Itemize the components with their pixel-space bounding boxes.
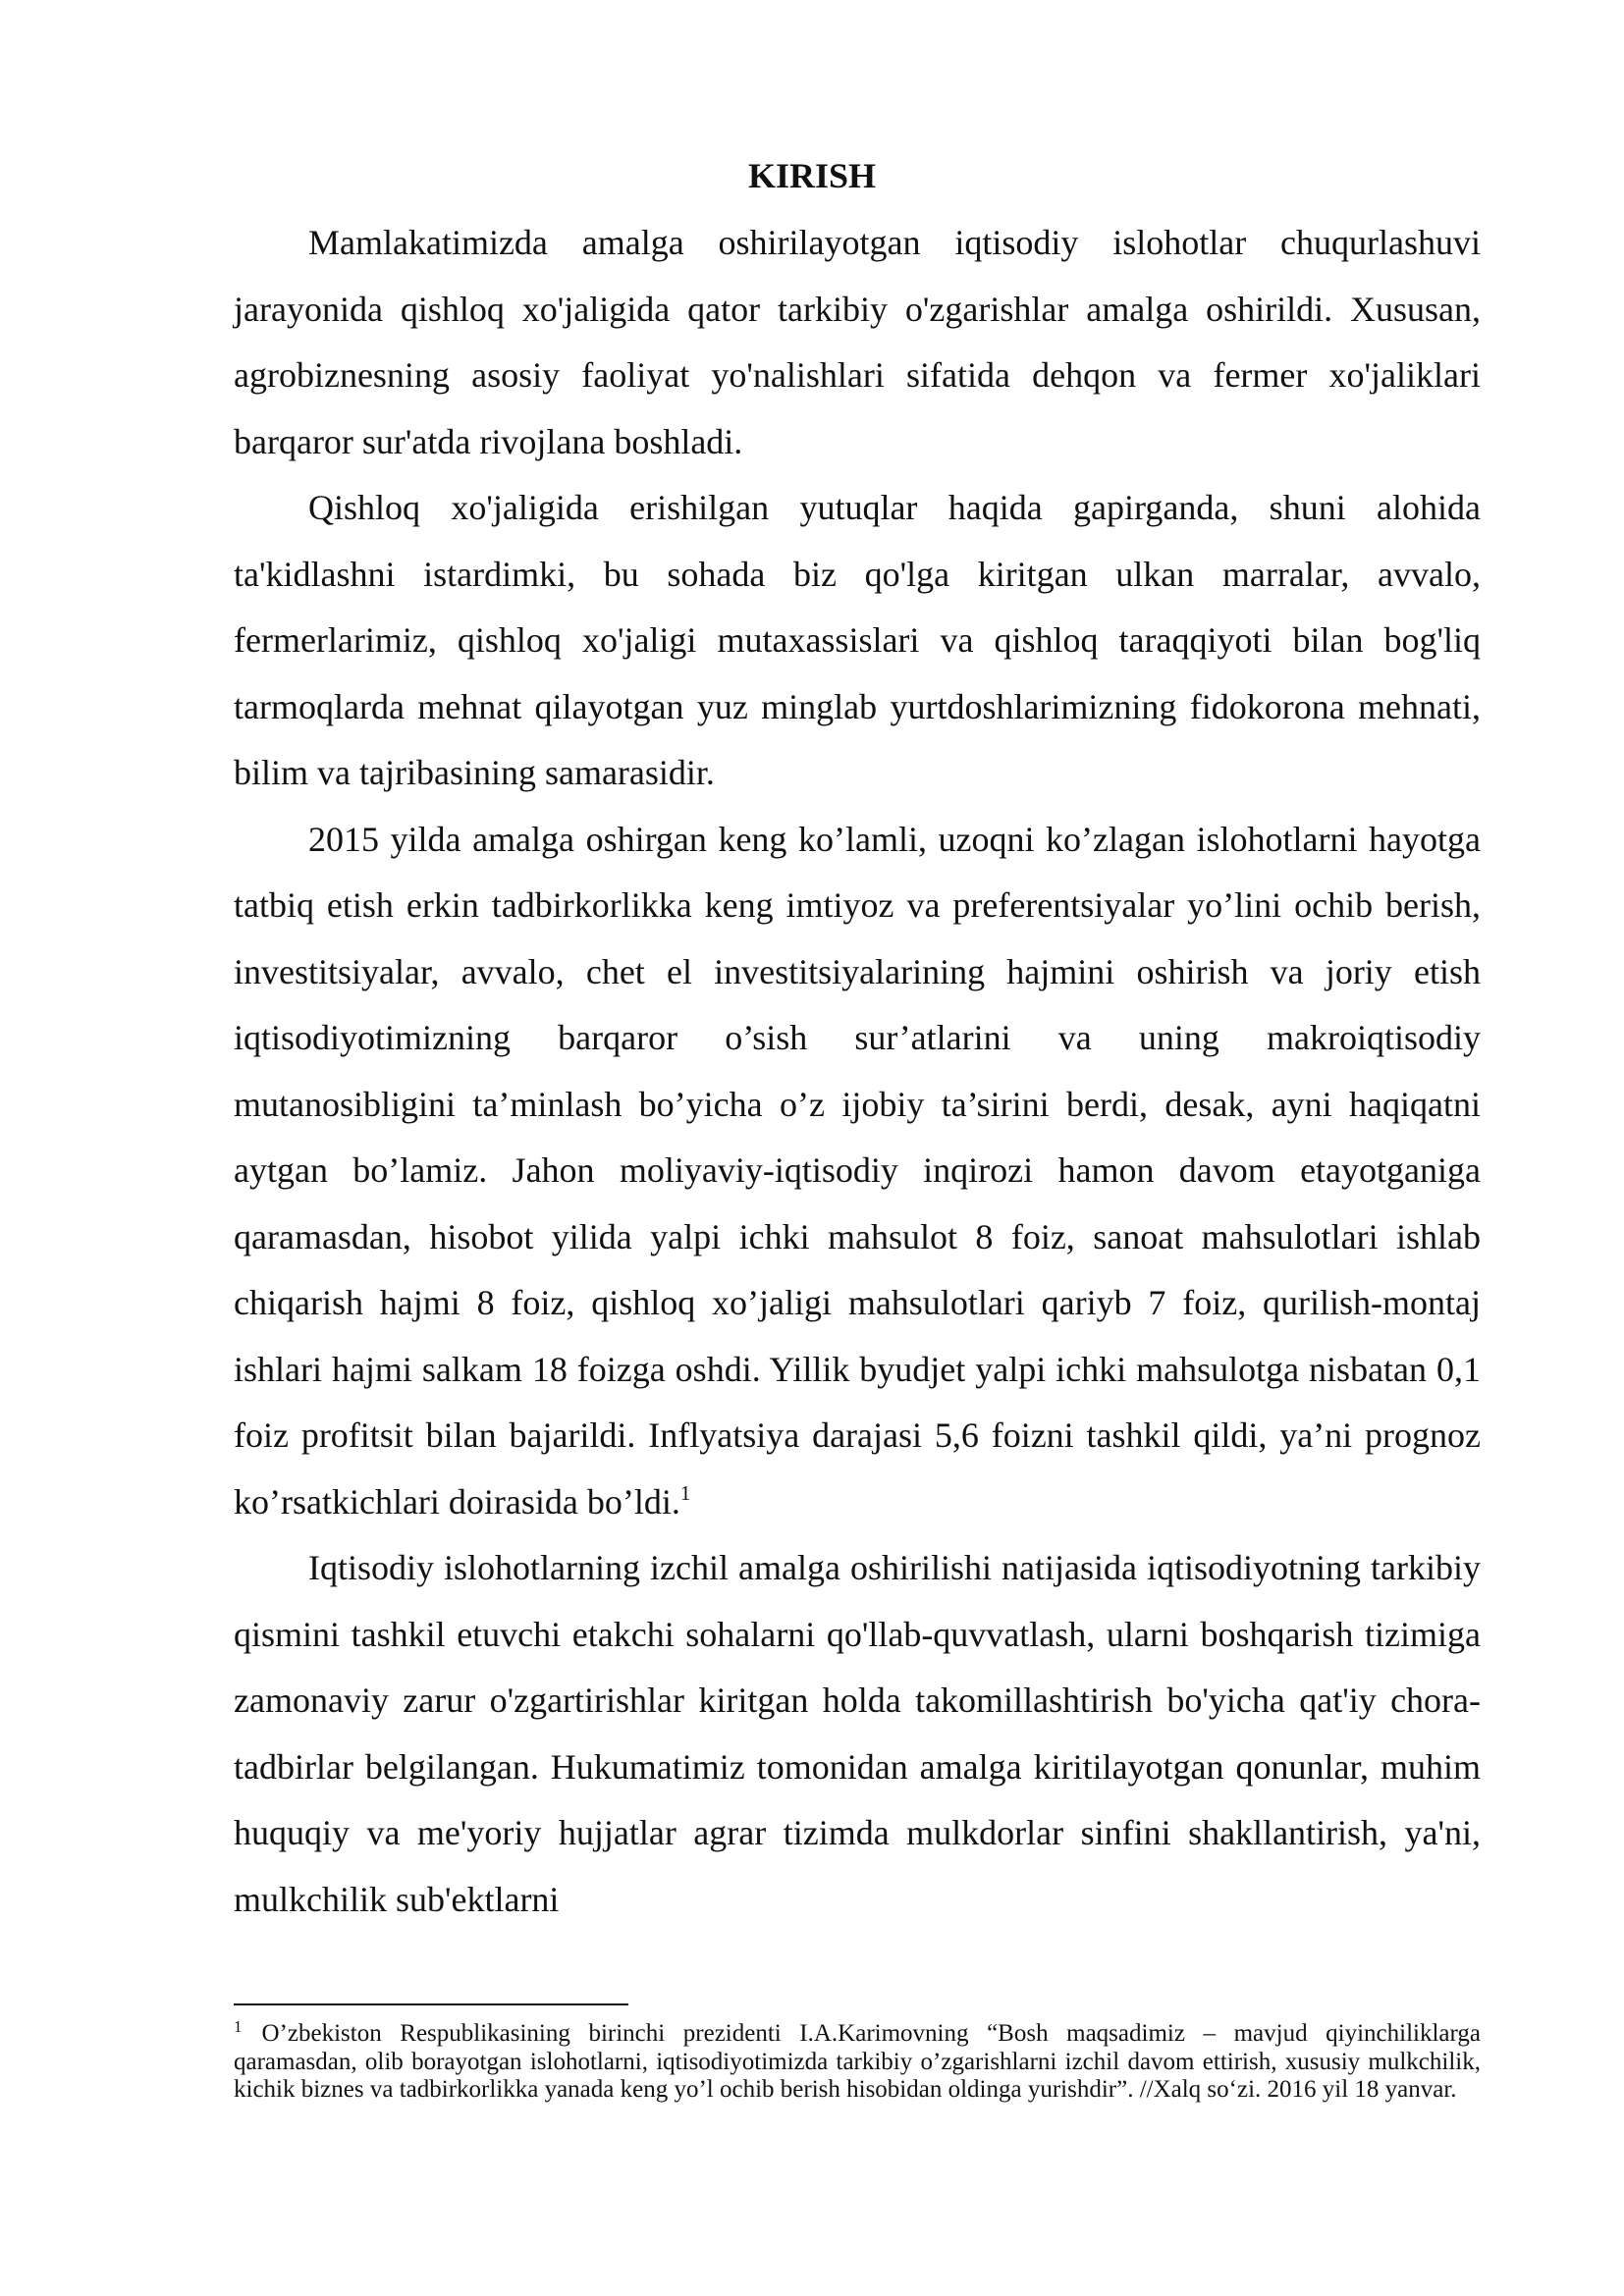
footnote-reference: 1 [679, 1480, 691, 1505]
document-body [234, 210, 1481, 1933]
footnote-text: O’zbekiston Respublikasining birinchi prezidenti I.A.Karimovning “Bosh maqsadimiz – mavjud qiyinchiliklarga qaramasdan, olib borayotgan islohotlarni, iqtisodiyotimizda tarkibiy o’zgarishlarni izchil davom ettirish, xususiy mulkchilik, kichik biznes va tadbirkorlikka yanada keng yo’l ochib berish hisobidan oldinga yurishdir”. //Xalq so‘zi. 2016 yil 18 yanvar. [234, 2020, 1481, 2103]
paragraph-4: Iqtisodiy islohotlarning izchil amalga oshirilishi natijasida iqtisodiyotning tarkibiy qismini tashkil etuvchi etakchi sohalarni qo'llab-quvvatlash, ularni boshqarish tizimiga zamonaviy zarur o'zgartirishlar kiritgan holda takomillashtirish bo'yicha qat'iy chora-tadbirlar belgilangan. Hukumatimiz tomonidan amalga kiritilayotgan qonunlar, muhim huquqiy va me'yoriy hujjatlar agrar tizimda mulkdorlar sinfini shakllantirish, ya'ni, mulkchilik sub'ektlarni [234, 1548, 1481, 1919]
paragraph-1: Mamlakatimizda amalga oshirilayotgan iqtisodiy islohotlar chuqurlashuvi jarayonida qishloq xo'jaligida qator tarkibiy o'zgarishlar amalga oshirildi. Xususan, agrobiznesning asosiy faoliyat yo'nalishlari sifatida dehqon va fermer xo'jaliklari barqaror sur'atda rivojlana boshladi. [234, 223, 1481, 461]
paragraph-3 [234, 807, 1481, 1536]
paragraph-2: Qishloq xo'jaligida erishilgan yutuqlar haqida gapirganda, shuni alohida ta'kidlashni istardimki, bu sohada biz qo'lga kiritgan ulkan marralar, avvalo, fermerlarimiz, qishloq xo'jaligi mutaxassislari va qishloq taraqqiyoti bilan bog'liq tarmoqlarda mehnat qilayotgan yuz minglab yurtdoshlarimizning fidokorona mehnati, bilim va tajribasining samarasidir. [234, 488, 1481, 792]
page-title: KIRISH [747, 156, 877, 195]
paragraph-3-text: 2015 yilda amalga oshirgan keng ko’lamli, uzoqni ko’zlagan islohotlarni hayotga tatbiq etish erkin tadbirkorlikka keng imtiyoz va preferentsiyalar yo’lini ochib berish, investitsiyalar, avvalo, chet el investitsiyalarining hajmini oshirish va joriy etish iqtisodiyotimizning barqaror o’sish sur’atlarini va uning makroiqtisodiy mutanosibligini ta’minlash bo’yicha o’z ijobiy ta’sirini berdi, desak, ayni haqiqatni aytgan bo’lamiz. Jahon moliyaviy-iqtisodiy inqirozi hamon davom etayotganiga qaramasdan, hisobot yilida yalpi ichki mahsulot 8 foiz, sanoat mahsulotlari ishlab chiqarish hajmi 8 foiz, qishloq xo’jaligi mahsulotlari qariyb 7 foiz, qurilish-montaj ishlari hajmi salkam 18 foizga oshdi. Yillik byudjet yalpi ichki mahsulotga nisbatan 0,1 foiz profitsit bilan bajarildi. Inflyatsiya darajasi 5,6 foizni tashkil qildi, ya’ni prognoz ko’rsatkichlari doirasida bo’ldi. [234, 819, 1481, 1522]
footnote-separator [234, 2003, 628, 2005]
footnote [234, 2017, 1481, 2105]
footnote-number: 1 [234, 2017, 243, 2036]
